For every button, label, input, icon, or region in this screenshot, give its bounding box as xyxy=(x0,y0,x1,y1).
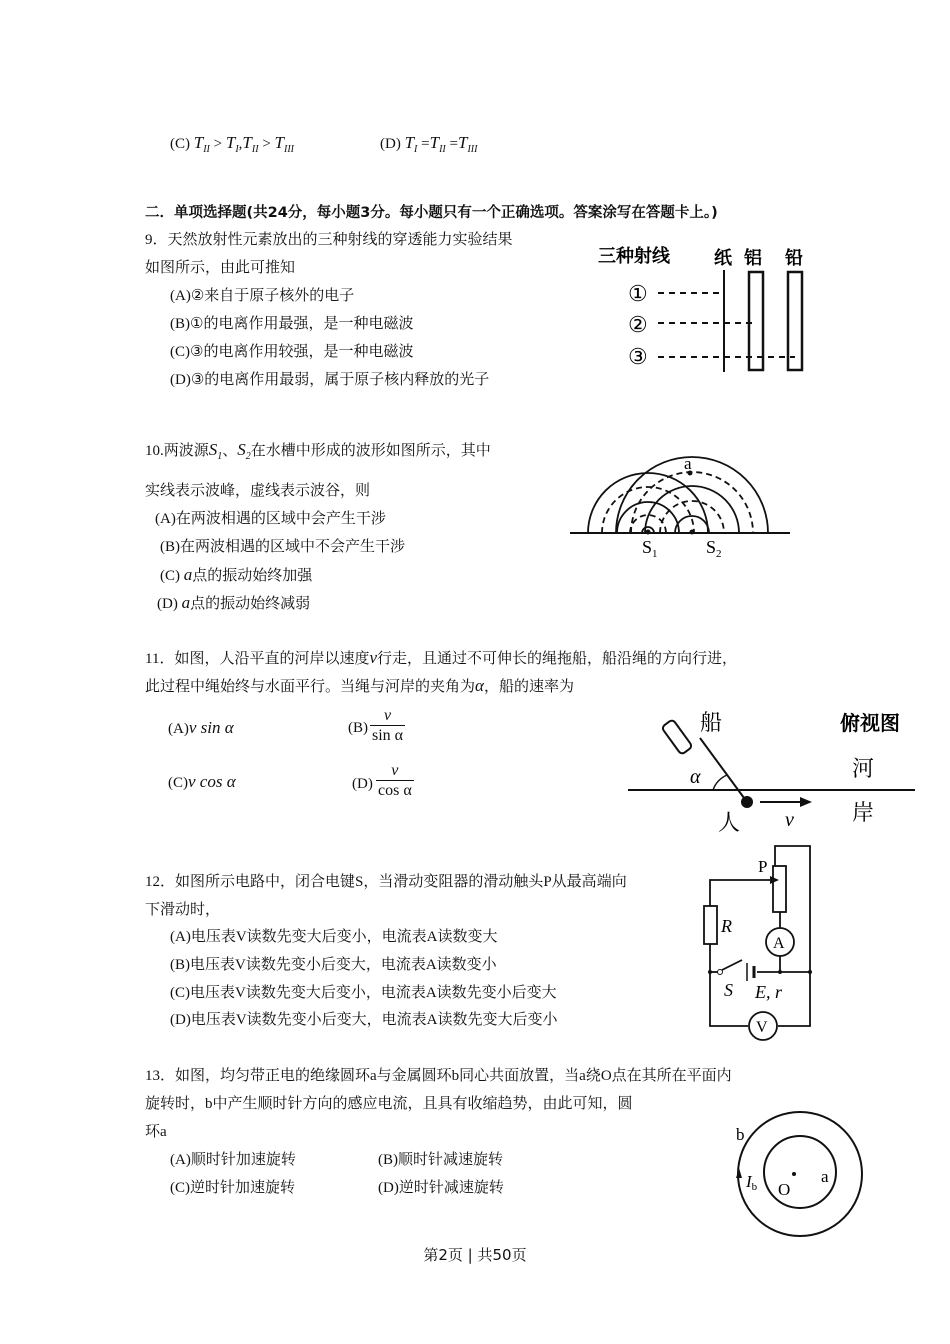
ring-b-label: b xyxy=(736,1125,745,1144)
q9-stem: 9．天然放射性元素放出的三种射线的穿透能力实验结果 xyxy=(145,232,513,248)
center-o-label: O xyxy=(778,1180,791,1199)
q11-stem: 11．如图，人沿平直的河岸以速度v行走，且通过不可伸长的绳拖船，船沿绳的方向行进， xyxy=(145,648,738,667)
slider-p-label: P xyxy=(758,857,768,876)
q10-option-b: (B)在两波相遇的区域中不会产生干涉 xyxy=(160,539,405,555)
q13-stem: 环a xyxy=(145,1124,167,1140)
q13-stem: 13．如图，均匀带正电的绝缘圆环a与金属圆环b同心共面放置，当a绕O点在其所在平面内 xyxy=(145,1068,732,1084)
q9-option-c: (C)③的电离作用较强，是一种电磁波 xyxy=(170,344,414,360)
current-arrow xyxy=(736,1168,742,1178)
s2-label: $S_2$ xyxy=(706,537,722,560)
aluminum-label: 铝 xyxy=(744,248,762,268)
ring-a-label: a xyxy=(821,1167,829,1186)
q11-option-b-label: (B) xyxy=(348,720,368,736)
center-o xyxy=(792,1172,796,1176)
page-footer: 第2页 | 共50页 xyxy=(423,1246,527,1264)
ray-2-label: ② xyxy=(628,312,648,337)
bank-label: 岸 xyxy=(852,800,875,825)
q12-stem: 12．如图所示电路中，闭合电键S，当滑动变阻器的滑动触头P从最高端向 xyxy=(145,874,627,890)
q10-option-c: (C) a点的振动始终加强 xyxy=(160,565,313,584)
river-label: 河 xyxy=(852,756,875,781)
q13-option-b: (B)顺时针减速旋转 xyxy=(378,1152,503,1168)
current-label: Ib xyxy=(746,1172,758,1193)
q11-option-c: (C)v cos α xyxy=(168,772,236,791)
q12-stem: 下滑动时， xyxy=(145,902,221,918)
q13-option-a: (A)顺时针加速旋转 xyxy=(170,1152,296,1168)
q11-option-a: (A)v sin α xyxy=(168,718,234,737)
paper-label: 纸 xyxy=(714,248,732,268)
q13-option-c: (C)逆时针加速旋转 xyxy=(170,1180,295,1196)
ammeter-label: A xyxy=(773,935,785,952)
battery-label: E, r xyxy=(755,982,782,1002)
top-view-label: 俯视图 xyxy=(840,713,900,735)
point-a-label: a xyxy=(684,454,692,473)
person-label: 人 xyxy=(718,810,741,835)
q10-option-a: (A)在两波相遇的区域中会产生干涉 xyxy=(155,511,386,527)
figure-title: 三种射线 xyxy=(598,246,670,266)
ray-3-label: ③ xyxy=(628,344,648,369)
velocity-label: v xyxy=(785,809,794,831)
lead-label: 铅 xyxy=(785,248,803,268)
q11-option-d-label: (D) xyxy=(352,776,373,792)
ray-1-label: ① xyxy=(628,281,648,306)
ring-b xyxy=(738,1112,862,1236)
q8-option-c: (C) $T_{II} > T_I,T_{II} > T_{III}$ xyxy=(170,133,294,155)
q10-stem: 10.两波源$S_1$、$S_2$在水槽中形成的波形如图所示，其中 xyxy=(145,440,491,462)
boat-label: 船 xyxy=(700,710,723,735)
resistor-r-label: R xyxy=(721,916,732,936)
q10-stem: 实线表示波峰，虚线表示波谷，则 xyxy=(145,483,371,499)
q13-stem: 旋转时，b中产生顺时针方向的感应电流，且具有收缩趋势，由此可知，圆 xyxy=(145,1096,633,1112)
q9-option-a: (A)②来自于原子核外的电子 xyxy=(170,288,355,304)
q12-option-c: (C)电压表V读数先变大后变小，电流表A读数先变小后变大 xyxy=(170,985,557,1001)
q12-option-b: (B)电压表V读数先变小后变大，电流表A读数变小 xyxy=(170,957,497,973)
q12-option-d: (D)电压表V读数先变小后变大，电流表A读数先变大后变小 xyxy=(170,1012,558,1028)
s1-label: $S_1$ xyxy=(642,537,658,560)
q11-option-d-fraction: $\frac{v}{\text{cos α}}$ xyxy=(378,762,412,799)
q11-option-b-fraction: $\frac{v}{\text{sin α}}$ xyxy=(372,707,404,744)
alpha-label: α xyxy=(690,766,701,788)
q13-option-d: (D)逆时针减速旋转 xyxy=(378,1180,504,1196)
q10-option-d: (D) a点的振动始终减弱 xyxy=(157,593,311,612)
q9-option-d: (D)③的电离作用最弱，属于原子核内释放的光子 xyxy=(170,372,490,388)
q11-stem: 此过程中绳始终与水面平行。当绳与河岸的夹角为α，船的速率为 xyxy=(145,676,574,695)
q9-option-b: (B)①的电离作用最强，是一种电磁波 xyxy=(170,316,414,332)
section-title: 二．单项选择题(共24分，每小题3分。每小题只有一个正确选项。答案涂写在答题卡上。) xyxy=(145,205,718,221)
switch-s-label: S xyxy=(724,980,733,1000)
q9-stem: 如图所示，由此可推知 xyxy=(145,260,296,276)
voltmeter-label: V xyxy=(756,1019,768,1036)
q8-option-d: (D) $T_I =T_{II} =T_{III}$ xyxy=(380,133,478,155)
q12-option-a: (A)电压表V读数先变大后变小，电流表A读数变大 xyxy=(170,929,498,945)
